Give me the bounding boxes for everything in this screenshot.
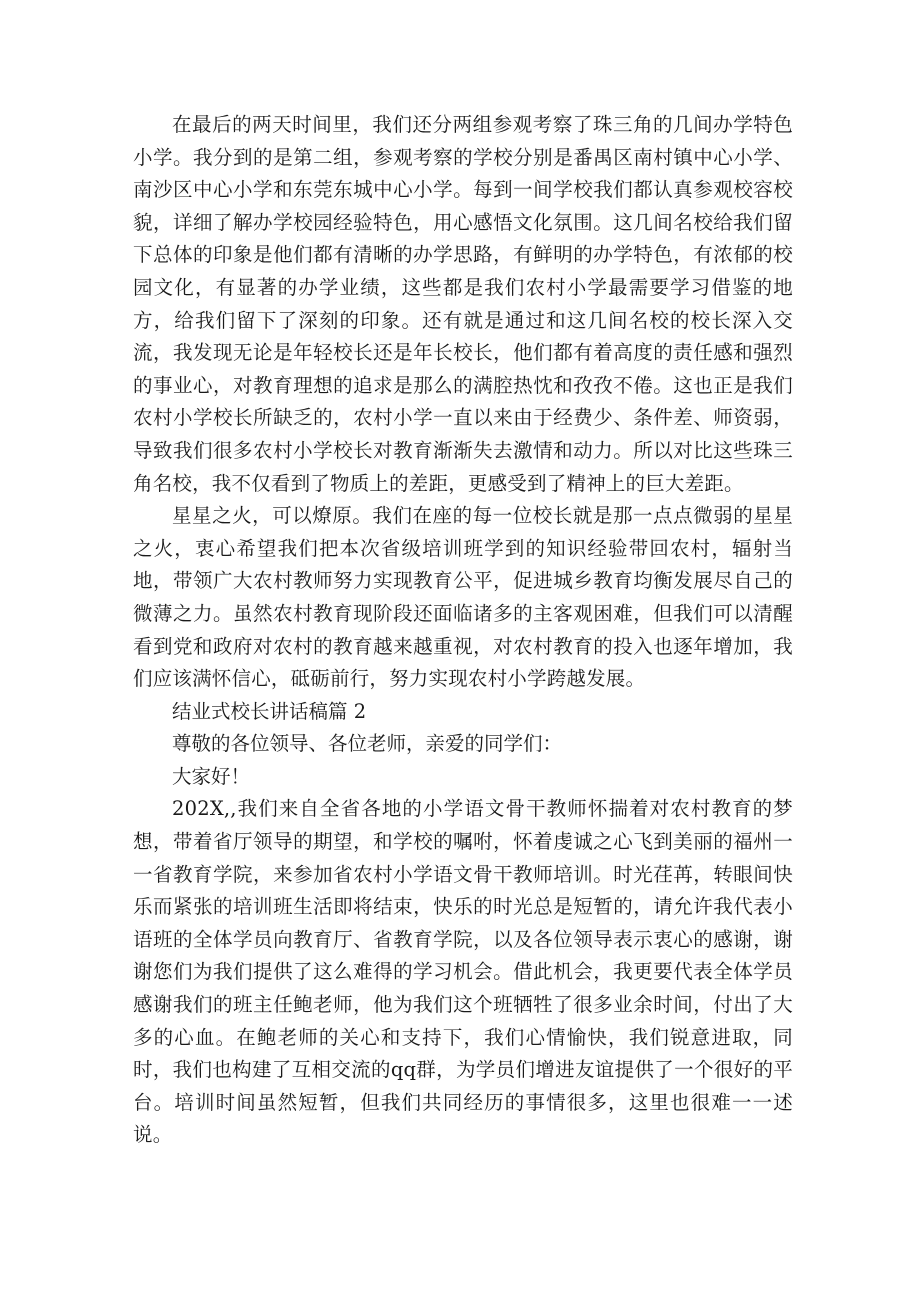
document-page [133, 109, 793, 1152]
body-paragraph: 在最后的两天时间里，我们还分两组参观考察了珠三角的几间办学特色小学。我分到的是第二组，参观考察的学校分别是番禺区南村镇中心小学、南沙区中心小学和东莞东城中心小学。每到一间学校我们都认真参观校容校貌，详细了解办学校园经验特色，用心感悟文化氛围。这几间名校给我们留下总体的印象是他们都有清晰的办学思路，有鲜明的办学特色，有浓郁的校园文化，有显著的办学业绩，这些都是我们农村小学最需要学习借鉴的地方，给我们留下了深刻的印象。还有就是通过和这几间名校的校长深入交流，我发现无论是年轻校长还是年长校长，他们都有着高度的责任感和强烈的事业心，对教育理想的追求是那么的满腔热忱和孜孜不倦。这也正是我们农村小学校长所缺乏的，农村小学一直以来由于经费少、条件差、师资弱，导致我们很多农村小学校长对教育渐渐失去激情和动力。所以对比这些珠三角名校，我不仅看到了物质上的差距，更感受到了精神上的巨大差距。 [133, 113, 793, 495]
body-paragraph: 星星之火，可以燎原。我们在座的每一位校长就是那一点点微弱的星星之火，衷心希望我们把本次省级培训班学到的知识经验带回农村，辐射当地，带领广大农村教师努力实现教育公平，促进城乡教育均衡发展尽自己的微薄之力。虽然农村教育现阶段还面临诸多的主客观困难，但我们可以清醒看到党和政府对农村的教育越来越重视，对农村教育的投入也逐年增加，我们应该满怀信心，砥砺前行，努力实现农村小学跨越发展。 [133, 504, 793, 691]
greeting: 大家好！ [172, 764, 251, 788]
salutation: 尊敬的各位领导、各位老师，亲爱的同学们： [172, 732, 563, 756]
section-title: 结业式校长讲话稿篇 2 [172, 699, 367, 723]
body-paragraph: 202X,,我们来自全省各地的小学语文骨干教师怀揣着对农村教育的梦想，带着省厅领导的期望，和学校的嘱咐，怀着虔诚之心飞到美丽的福州一一省教育学院，来参加省农村小学语文骨干教师培训。时光荏苒，转眼间快乐而紧张的培训班生活即将结束，快乐的时光总是短暂的，请允许我代表小语班的全体学员向教育厅、省教育学院，以及各位领导表示衷心的感谢，谢谢您们为我们提供了这么难得的学习机会。借此机会，我更要代表全体学员感谢我们的班主任鲍老师，他为我们这个班牺牲了很多业余时间，付出了大多的心血。在鲍老师的关心和支持下，我们心情愉快，我们锐意进取，同时，我们也构建了互相交流的qq群，为学员们增进友谊提供了一个很好的平台。培训时间虽然短暂，但我们共同经历的事情很多，这里也很难一一述说。 [133, 797, 793, 1147]
